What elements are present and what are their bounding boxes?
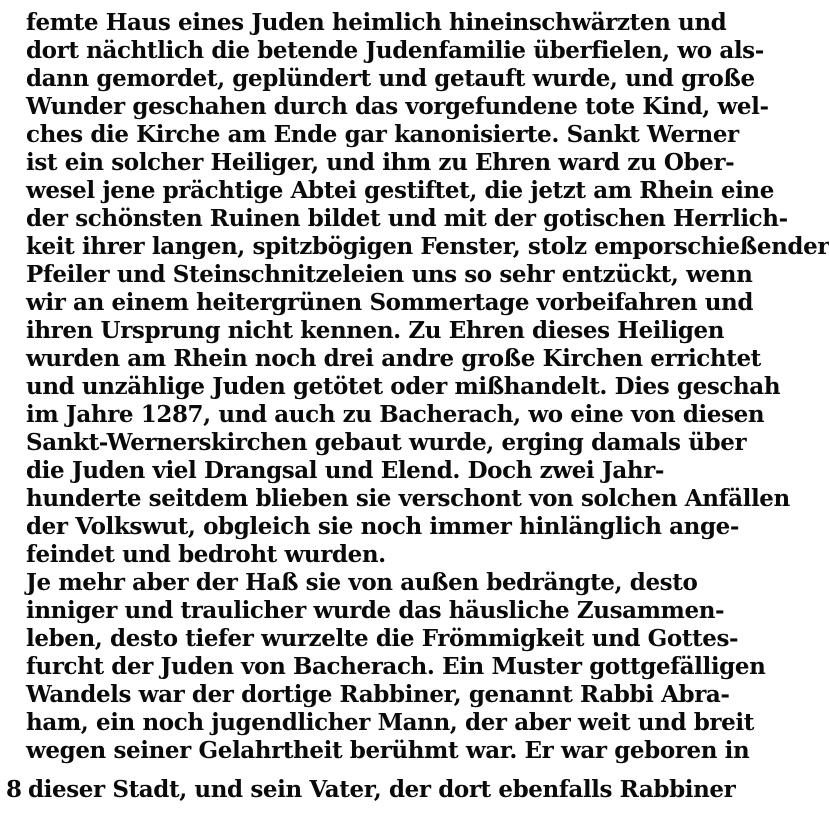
text-line: und unzählige Juden getötet oder mißhandelt. Dies geschah (26, 373, 781, 400)
text-line: ist ein solcher Heiliger, und ihm zu Ehren ward zu Ober- (26, 149, 735, 176)
text-line: die Juden viel Drangsal und Elend. Doch zwei Jahr- (26, 457, 665, 484)
text-line: der Volkswut, obgleich sie noch immer hinlänglich ange- (26, 513, 740, 540)
text-line: ihren Ursprung nicht kennen. Zu Ehren dieses Heiligen (26, 317, 725, 344)
text-line: inniger und traulicher wurde das häusliche Zusammen- (26, 597, 725, 624)
text-line: wurden am Rhein noch drei andre große Kirchen errichtet (26, 345, 761, 372)
text-line: der schönsten Ruinen bildet und mit der gotischen Herrlich- (26, 205, 788, 232)
text-line: femte Haus eines Juden heimlich hineinschwärzten und (26, 9, 727, 36)
text-line: Pfeiler und Steinschnitzeleien uns so sehr entzückt, wenn (26, 261, 753, 288)
text-line: Wandels war der dortige Rabbiner, genannt Rabbi Abra- (26, 681, 730, 708)
text-line: Sankt-Wernerskirchen gebaut wurde, erging damals über (26, 429, 747, 456)
text-line: im Jahre 1287, und auch zu Bacherach, wo eine von diesen (26, 401, 765, 428)
text-line: furcht der Juden von Bacherach. Ein Muster gottgefälligen (26, 653, 766, 680)
text-line: keit ihrer langen, spitzbögigen Fenster, stolz emporschießender (26, 233, 829, 260)
page-number: 8 (6, 776, 23, 803)
text-line: leben, desto tiefer wurzelte die Frömmigkeit und Gottes- (26, 625, 739, 652)
text-line: wesel jene prächtige Abtei gestiftet, die jetzt am Rhein eine (26, 177, 774, 204)
text-line: dann gemordet, geplündert und getauft wurde, und große (26, 65, 755, 92)
text-line: Je mehr aber der Haß sie von außen bedrängte, desto (26, 569, 698, 596)
text-line: feindet und bedroht wurden. (26, 541, 386, 568)
text-line: ches die Kirche am Ende gar kanonisierte. Sankt Werner (26, 121, 739, 148)
text-line: Wunder geschahen durch das vorgefundene tote Kind, wel- (26, 93, 769, 120)
text-line: wir an einem heitergrünen Sommertage vorbeifahren und (26, 289, 754, 316)
text-line: hunderte seitdem blieben sie verschont von solchen Anfällen (26, 485, 790, 512)
text-line: ham, ein noch jugendlicher Mann, der aber weit und breit (26, 709, 754, 736)
text-line: wegen seiner Gelahrtheit berühmt war. Er war geboren in (26, 737, 750, 764)
text-line: dort nächtlich die betende Judenfamilie überfielen, wo als- (26, 37, 764, 64)
text-line: dieser Stadt, und sein Vater, der dort ebenfalls Rabbiner (28, 776, 736, 803)
